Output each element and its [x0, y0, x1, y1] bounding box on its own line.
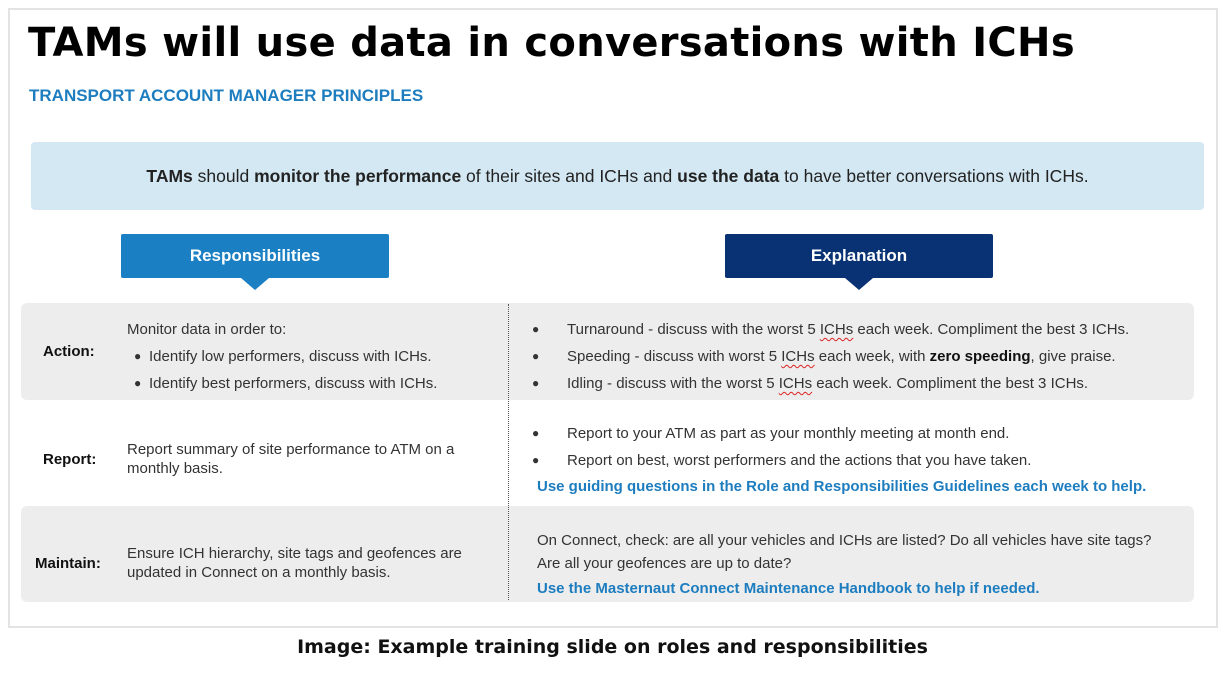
banner-text-use-data: use the data [677, 165, 780, 186]
explanation-text: Turnaround - discuss with the worst 5 [567, 321, 820, 338]
report-explanation [530, 424, 1146, 495]
bullet-text: Identify low performers, discuss with ICHs. [149, 348, 432, 365]
bullet-icon: ● [134, 376, 142, 390]
maintain-text-line: updated in Connect on a monthly basis. [127, 564, 391, 581]
explanation-text: ICHs [819, 321, 854, 338]
bullet-icon: ● [134, 349, 142, 363]
list-item [530, 451, 1146, 478]
maintain-responsibility [127, 544, 462, 582]
banner-text: of their sites and ICHs and [461, 165, 678, 186]
list-item [127, 374, 437, 393]
banner-text: should [192, 165, 255, 186]
maintain-label: Maintain: [35, 555, 101, 572]
image-caption: Image: Example training slide on roles and responsibilities [297, 636, 928, 658]
explanation-text: ICHs [781, 348, 815, 365]
action-label: Action: [43, 343, 95, 360]
column-divider [508, 304, 509, 600]
handbook-link[interactable]: Use the Masternaut Connect Maintenance Handbook to help if needed. [537, 580, 1040, 597]
report-text-line: Report summary of site performance to ATM on a [127, 441, 455, 458]
responsibilities-header: Responsibilities [121, 234, 389, 278]
maintain-explanation-line: Are all your geofences are up to date? [537, 555, 792, 572]
explanation-text: each week, with [814, 348, 930, 365]
report-text-line: monthly basis. [127, 460, 223, 477]
explanation-bold: zero speeding [929, 348, 1031, 365]
list-item [127, 347, 437, 374]
explanation-text: Idling - discuss with the worst 5 [567, 375, 779, 392]
slide-subtitle: TRANSPORT ACCOUNT MANAGER PRINCIPLES [29, 86, 424, 105]
explanation-header: Explanation [725, 234, 993, 278]
explanation-text: Report on best, worst performers and the actions that you have taken. [567, 452, 1032, 469]
report-responsibility [127, 440, 454, 478]
banner-text: to have better conversations with ICHs. [779, 165, 1089, 186]
bullet-icon: ● [532, 322, 540, 336]
banner-text-tams: TAMs [146, 165, 193, 186]
bullet-icon: ● [532, 349, 540, 363]
principle-banner [31, 142, 1204, 210]
bullet-icon: ● [532, 453, 540, 467]
explanation-text: Report to your ATM as part as your monthly meeting at month end. [567, 425, 1010, 442]
maintain-text-line: Ensure ICH hierarchy, site tags and geofences are [127, 545, 462, 562]
bullet-text: Identify best performers, discuss with ICHs. [149, 375, 438, 392]
bullet-icon: ● [532, 376, 540, 390]
guidelines-link[interactable]: Use guiding questions in the Role and Responsibilities Guidelines each week to help. [537, 478, 1147, 495]
list-item [530, 320, 1129, 347]
list-item [530, 424, 1146, 451]
slide-title: TAMs will use data in conversations with ICHs [28, 20, 1075, 66]
explanation-text: Speeding - discuss with worst 5 [567, 348, 782, 365]
maintain-explanation [537, 529, 1151, 600]
explanation-text: each week. Compliment the best 3 ICHs. [853, 321, 1130, 338]
explanation-text: ICHs [778, 375, 813, 392]
action-explanation [530, 320, 1129, 401]
explanation-text: each week. Compliment the best 3 ICHs. [812, 375, 1089, 392]
report-label: Report: [43, 451, 97, 468]
banner-text-monitor: monitor the performance [254, 165, 462, 186]
list-item [530, 374, 1129, 401]
action-responsibility [127, 320, 437, 393]
list-item [530, 347, 1129, 374]
action-intro: Monitor data in order to: [127, 321, 287, 338]
bullet-icon: ● [532, 426, 540, 440]
explanation-text: , give praise. [1030, 348, 1116, 365]
maintain-explanation-line: On Connect, check: are all your vehicles and ICHs are listed? Do all vehicles have site tags? [537, 532, 1152, 549]
